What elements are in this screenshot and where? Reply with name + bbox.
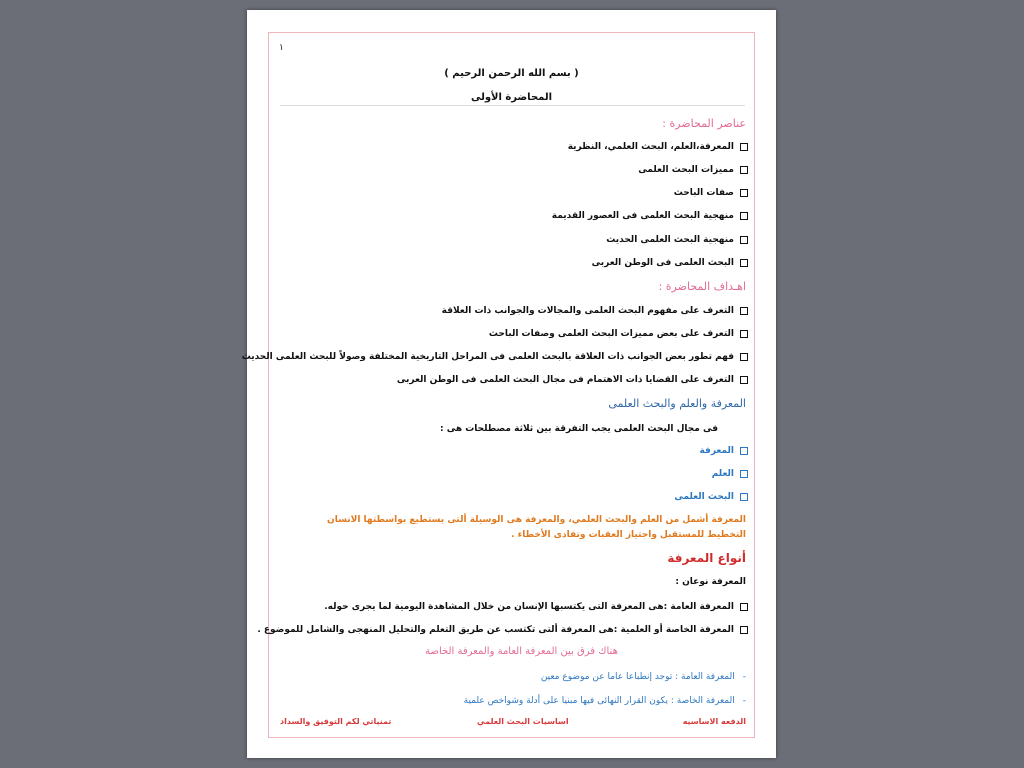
- list-item: التعرف على مفهوم البحث العلمى والمجالات والجوانب ذات العلاقة: [442, 306, 748, 316]
- document-page: [241, 10, 776, 758]
- checkbox-icon: [740, 307, 748, 315]
- checkbox-icon: [740, 493, 748, 501]
- knowledge-heading: المعرفة والعلم والبحث العلمى: [608, 397, 746, 410]
- title-divider: [280, 105, 745, 106]
- checkbox-icon: [740, 447, 748, 455]
- checkbox-icon: [740, 166, 748, 174]
- list-item: التعرف على القضايا ذات الاهتمام فى مجال البحث العلمى فى الوطن العربى: [397, 375, 748, 385]
- basmala: ( بسم الله الرحمن الرحيم ): [444, 68, 579, 79]
- list-item: المعرفة: [699, 446, 748, 456]
- goals-heading: اهـداف المحاضرة :: [658, 280, 746, 293]
- checkbox-icon: [740, 259, 748, 267]
- footer-right: الدفعه الاساسيه: [682, 717, 746, 726]
- types-intro: المعرفة نوعان :: [675, 577, 746, 587]
- lecture-title: المحاضرة الأولى: [470, 92, 553, 103]
- checkbox-icon: [740, 603, 748, 611]
- checkbox-icon: [740, 236, 748, 244]
- list-item: منهجية البحث العلمى فى العصور القديمة: [552, 211, 748, 221]
- types-heading: أنواع المعرفة: [667, 551, 746, 565]
- footer-center: اساسيات البحث العلمي: [477, 717, 569, 726]
- list-item: العلم: [712, 469, 748, 479]
- list-item: - المعرفة العامة : توجد إنطباعا عاما عن موضوع معين: [540, 672, 746, 682]
- list-item: المعرفة،العلم، البحث العلمي، النظرية: [568, 142, 748, 152]
- list-item: التعرف على بعض مميزات البحث العلمى وصفات الباحث: [489, 329, 748, 339]
- list-item: مميزات البحث العلمى: [638, 165, 748, 175]
- checkbox-icon: [740, 626, 748, 634]
- list-item: المعرفة الخاصة أو العلمية :هى المعرفة ألتى تكتسب عن طريق التعلم والتحليل المنهجى والشامل للموضوع .: [257, 625, 748, 635]
- checkbox-icon: [740, 212, 748, 220]
- list-item: البحث العلمى: [674, 492, 748, 502]
- list-item: المعرفة العامة :هى المعرفة التى يكتسبها الإنسان من خلال المشاهدة اليومية لما يجرى حوله.: [324, 602, 748, 612]
- list-item: البحث العلمى فى الوطن العربى: [592, 258, 748, 268]
- checkbox-icon: [740, 376, 748, 384]
- list-item: منهجية البحث العلمى الحديث: [606, 235, 748, 245]
- difference-heading: هناك فرق بين المعرفة العامة والمعرفة الخاصة: [425, 646, 618, 657]
- footer-left: تمنياتي لكم التوفيق والسداد: [280, 717, 392, 726]
- checkbox-icon: [740, 143, 748, 151]
- dash-icon: -: [742, 672, 746, 682]
- list-item: فهم تطور بعض الجوانب ذات العلاقة بالبحث العلمى فى المراحل التاريخية المختلفة وصولاً للبحث العلمى الحديث: [242, 352, 748, 362]
- knowledge-intro: فى مجال البحث العلمى يجب التفرقة بين ثلاثة مصطلحات هى :: [440, 424, 718, 434]
- checkbox-icon: [740, 353, 748, 361]
- list-item: صفات الباحث: [674, 188, 748, 198]
- knowledge-definition: المعرفة أشمل من العلم والبحث العلمي، والمعرفة هى الوسيلة ألتى يستطيع بواسطتها الانسان التخطيط للمستقبل واجتياز العقبات وتفادى الأخطاء .: [327, 515, 746, 540]
- checkbox-icon: [740, 189, 748, 197]
- checkbox-icon: [740, 330, 748, 338]
- elements-heading: عناصر المحاضرة :: [662, 117, 746, 130]
- page-number: ١: [279, 43, 284, 53]
- checkbox-icon: [740, 470, 748, 478]
- dash-icon: -: [742, 696, 746, 706]
- list-item: - المعرفة الخاصة : يكون القرار النهائى فيها مبنيا على أدلة وشواخص علمية: [463, 696, 746, 706]
